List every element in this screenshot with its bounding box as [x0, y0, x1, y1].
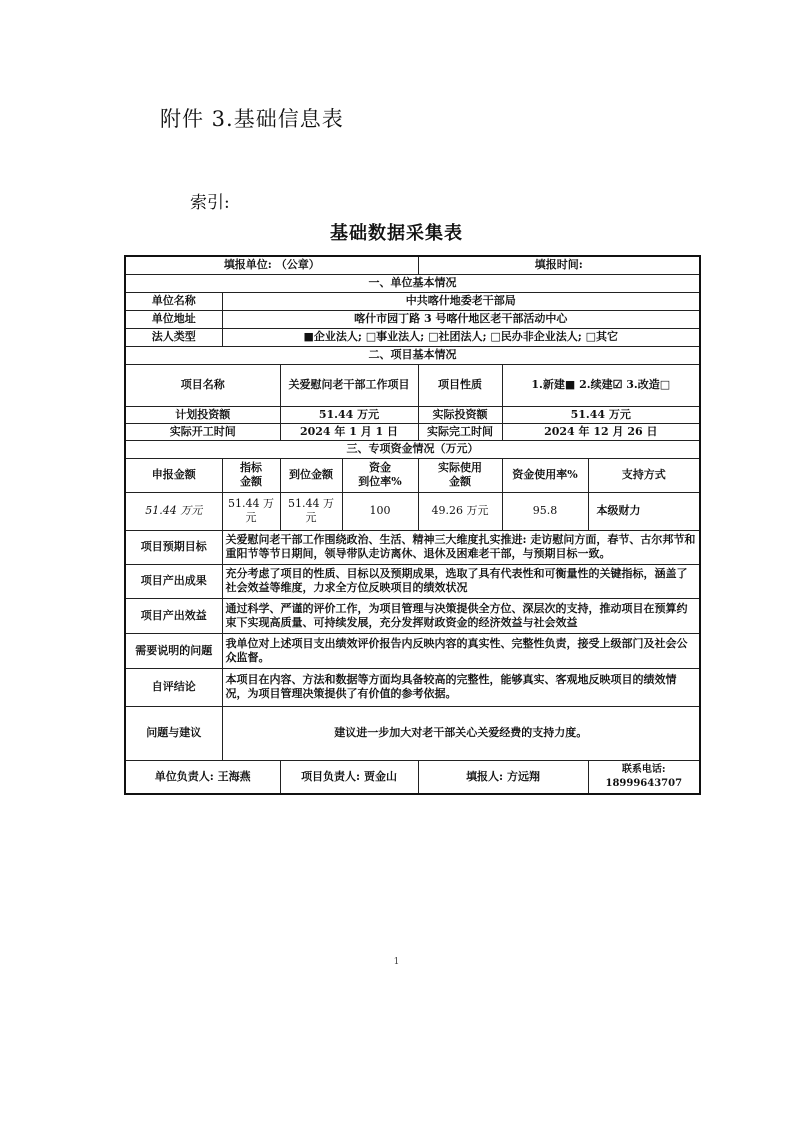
project-nature: 1.新建■ 2.续建☑ 3.改造□ [502, 364, 700, 406]
legal-type-label: 法人类型 [125, 328, 222, 346]
funds-value-cell: 本级财力 [588, 492, 700, 530]
project-name: 关爱慰问老干部工作项目 [280, 364, 418, 406]
explain-text: 我单位对上述项目支出绩效评价报告内反映内容的真实性、完整性负责，接受上级部门及社会公众监督。 [222, 633, 700, 668]
benefit-text: 通过科学、严谨的评价工作，为项目管理与决策提供全方位、深层次的支持，推动项目在预算约束下实现高质量、可持续发展，充分发挥财政资金的经济效益与社会效益 [222, 598, 700, 633]
explain-label: 需要说明的问题 [125, 633, 222, 668]
planned-investment-label: 计划投资额 [125, 406, 280, 423]
unit-leader: 单位负责人: 王海燕 [125, 760, 280, 794]
project-nature-label: 项目性质 [418, 364, 502, 406]
unit-address: 喀什市园丁路 3 号喀什地区老干部活动中心 [222, 310, 700, 328]
conclusion-text: 本项目在内容、方法和数据等方面均具备较高的完整性，能够真实、客观地反映项目的绩效情况，为项目管理决策提供了有价值的参考依据。 [222, 668, 700, 706]
section1-title: 一、单位基本情况 [125, 274, 700, 292]
output-label: 项目产出成果 [125, 564, 222, 598]
page-number: 1 [393, 957, 400, 967]
conclusion-label: 自评结论 [125, 668, 222, 706]
advice-text: 建议进一步加大对老干部关心关爱经费的支持力度。 [222, 706, 700, 760]
section3-title: 三、专项资金情况（万元） [125, 440, 700, 458]
funds-header-row [125, 458, 700, 492]
actual-start-label: 实际开工时间 [125, 423, 280, 440]
funds-header-cell: 支持方式 [588, 458, 700, 492]
project-name-label: 项目名称 [125, 364, 280, 406]
funds-value-cell: 51.44 万 元 [222, 492, 280, 530]
advice-label: 问题与建议 [125, 706, 222, 760]
goal-text: 关爱慰问老干部工作围绕政治、生活、精神三大维度扎实推进: 走访慰问方面，春节、古尔邦节和重阳节等节日期间，领导带队走访离休、退休及困难老干部，与预期目标一致。 [222, 530, 700, 564]
index-label: 索引: [190, 193, 230, 213]
footer-row [125, 760, 700, 794]
output-text: 充分考虑了项目的性质、目标以及预期成果，选取了具有代表性和可衡量性的关键指标，涵盖了社会效益等维度，力求全方位反映项目的绩效状况 [222, 564, 700, 598]
funds-value-cell: 51.44 万元 [125, 492, 222, 530]
contact-phone: 联系电话: 18999643707 [588, 760, 700, 794]
section2-title: 二、项目基本情况 [125, 346, 700, 364]
funds-header-cell: 申报金额 [125, 458, 222, 492]
funds-values-row [125, 492, 700, 530]
funds-value-cell: 49.26 万元 [418, 492, 502, 530]
fill-unit: 填报单位: （公章） [125, 256, 418, 274]
table-header-row [125, 256, 700, 274]
attachment-title: 附件 3.基础信息表 [160, 107, 344, 131]
funds-header-cell: 实际使用 金额 [418, 458, 502, 492]
unit-name: 中共喀什地委老干部局 [222, 292, 700, 310]
table-title: 基础数据采集表 [330, 223, 463, 244]
fill-time: 填报时间: [418, 256, 700, 274]
actual-start: 2024 年 1 月 1 日 [280, 423, 418, 440]
benefit-label: 项目产出效益 [125, 598, 222, 633]
funds-header-cell: 资金使用率% [502, 458, 588, 492]
unit-name-label: 单位名称 [125, 292, 222, 310]
goal-label: 项目预期目标 [125, 530, 222, 564]
actual-end-label: 实际完工时间 [418, 423, 502, 440]
funds-header-cell: 到位金额 [280, 458, 342, 492]
funds-value-cell: 95.8 [502, 492, 588, 530]
funds-value-cell: 51.44 万元 [280, 492, 342, 530]
funds-value-cell: 100 [342, 492, 418, 530]
unit-address-label: 单位地址 [125, 310, 222, 328]
planned-investment: 51.44 万元 [280, 406, 418, 423]
filler: 填报人: 方远翔 [418, 760, 588, 794]
data-collection-table [124, 255, 701, 795]
actual-investment: 51.44 万元 [502, 406, 700, 423]
project-leader: 项目负责人: 贾金山 [280, 760, 418, 794]
legal-type: ■企业法人; □事业法人; □社团法人; □民办非企业法人; □其它 [222, 328, 700, 346]
actual-end: 2024 年 12 月 26 日 [502, 423, 700, 440]
actual-investment-label: 实际投资额 [418, 406, 502, 423]
funds-header-cell: 指标 金额 [222, 458, 280, 492]
funds-header-cell: 资金 到位率% [342, 458, 418, 492]
